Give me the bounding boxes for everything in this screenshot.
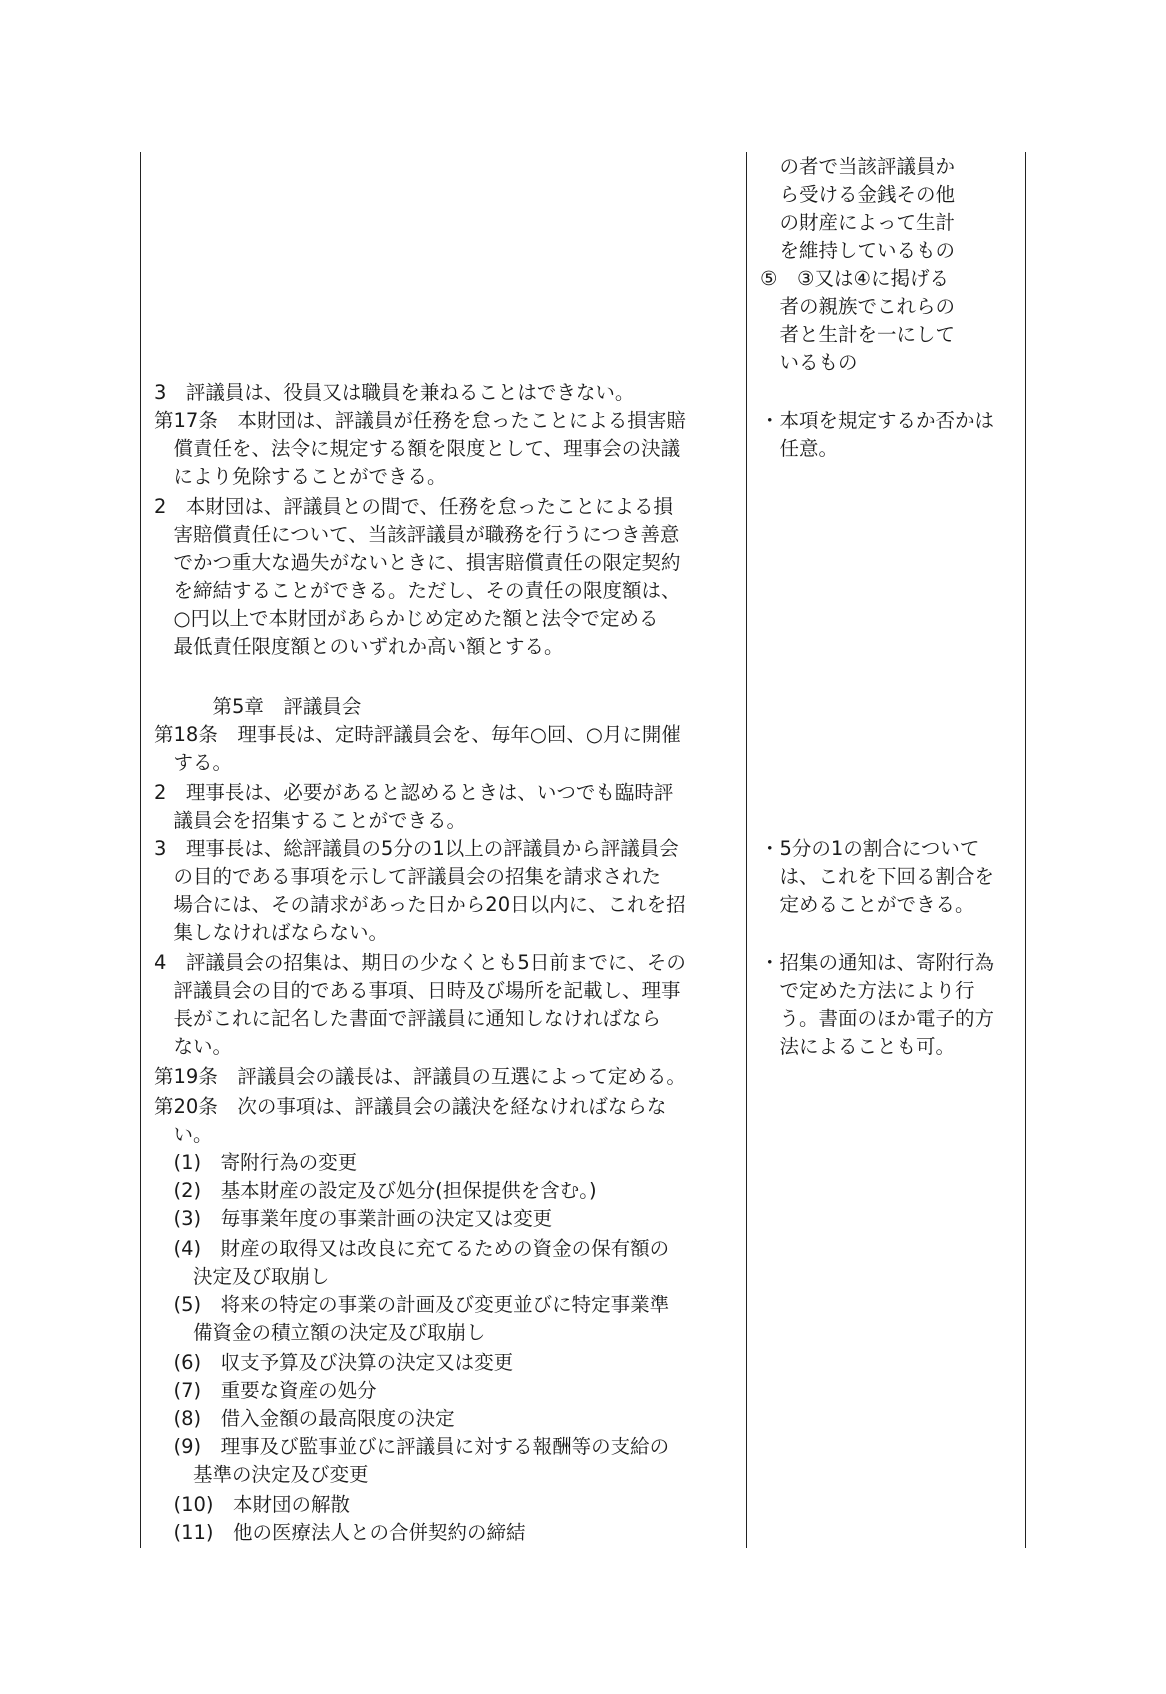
- note-line: で定めた方法により行: [760, 979, 975, 1002]
- note-line: ⑤ ③又は④に掲げる: [760, 267, 949, 290]
- note-line: う。書面のほか電子的方: [760, 1007, 995, 1030]
- table-left-border: [140, 152, 141, 1548]
- note-line: ・本項を規定するか否かは: [760, 409, 995, 432]
- text-line: する。: [154, 751, 233, 774]
- table-right-border: [1025, 152, 1026, 1548]
- table-column-divider: [746, 152, 747, 1548]
- list-item: 基準の決定及び変更: [154, 1463, 369, 1486]
- list-item: (11) 他の医療法人との合併契約の締結: [154, 1521, 526, 1544]
- list-item: (2) 基本財産の設定及び処分(担保提供を含む。): [154, 1179, 597, 1202]
- list-item: 備資金の積立額の決定及び取崩し: [154, 1321, 486, 1344]
- text-line: 評議員会の目的である事項、日時及び場所を記載し、理事: [154, 979, 681, 1002]
- list-item: (10) 本財団の解散: [154, 1493, 351, 1516]
- note-line: の財産によって生計: [760, 211, 956, 234]
- text-line: の目的である事項を示して評議員会の招集を請求された: [154, 865, 662, 888]
- text-line: を締結することができる。ただし、その責任の限度額は、: [154, 579, 681, 602]
- text-line: い。: [154, 1123, 213, 1146]
- note-line: ・招集の通知は、寄附行為: [760, 951, 995, 974]
- note-line: 任意。: [760, 437, 839, 460]
- list-item: (4) 財産の取得又は改良に充てるための資金の保有額の: [154, 1237, 670, 1260]
- text-line: 第19条 評議員会の議長は、評議員の互選によって定める。: [154, 1065, 686, 1088]
- text-line: 償責任を、法令に規定する額を限度として、理事会の決議: [154, 437, 681, 460]
- note-line: 定めることができる。: [760, 893, 975, 916]
- text-line: 2 本財団は、評議員との間で、任務を怠ったことによる損: [154, 495, 674, 518]
- chapter-heading: 第5章 評議員会: [154, 695, 362, 718]
- list-item: (3) 毎事業年度の事業計画の決定又は変更: [154, 1207, 553, 1230]
- text-line: [154, 661, 744, 689]
- note-line: 者の親族でこれらの: [760, 295, 956, 318]
- text-line: 4 評議員会の招集は、期日の少なくとも5日前までに、その: [154, 951, 686, 974]
- text-line: 最低責任限度額とのいずれか高い額とする。: [154, 635, 564, 658]
- text-line: 集しなければならない。: [154, 921, 389, 944]
- text-line: 場合には、その請求があった日から20日以内に、これを招: [154, 893, 686, 916]
- list-item: (8) 借入金額の最高限度の決定: [154, 1407, 455, 1430]
- list-item: (1) 寄附行為の変更: [154, 1151, 358, 1174]
- text-line: ない。: [154, 1035, 233, 1058]
- text-line: 第18条 理事長は、定時評議員会を、毎年○回、○月に開催: [154, 723, 681, 746]
- list-item: (6) 収支予算及び決算の決定又は変更: [154, 1351, 514, 1374]
- text-line: でかつ重大な過失がないときに、損害賠償責任の限定契約: [154, 551, 681, 574]
- text-line: 3 評議員は、役員又は職員を兼ねることはできない。: [154, 381, 635, 404]
- text-line: 議員会を招集することができる。: [154, 809, 467, 832]
- note-line: 法によることも可。: [760, 1035, 956, 1058]
- note-line: ・5分の1の割合について: [760, 837, 980, 860]
- note-line: 者と生計を一にして: [760, 323, 956, 346]
- note-line: の者で当該評議員か: [760, 155, 956, 178]
- text-line: ○円以上で本財団があらかじめ定めた額と法令で定める: [154, 607, 659, 630]
- text-line: 第20条 次の事項は、評議員会の議決を経なければならな: [154, 1095, 667, 1118]
- list-item: (9) 理事及び監事並びに評議員に対する報酬等の支給の: [154, 1435, 670, 1458]
- list-item: (5) 将来の特定の事業の計画及び変更並びに特定事業準: [154, 1293, 670, 1316]
- note-line: を維持しているもの: [760, 239, 956, 262]
- list-item: (7) 重要な資産の処分: [154, 1379, 377, 1402]
- list-item: 決定及び取崩し: [154, 1265, 330, 1288]
- text-line: 長がこれに記名した書面で評議員に通知しなければなら: [154, 1007, 662, 1030]
- note-line: は、これを下回る割合を: [760, 865, 995, 888]
- text-line: 害賠償責任について、当該評議員が職務を行うにつき善意: [154, 523, 680, 546]
- text-line: 2 理事長は、必要があると認めるときは、いつでも臨時評: [154, 781, 674, 804]
- text-line: 3 理事長は、総評議員の5分の1以上の評議員から評議員会: [154, 837, 679, 860]
- text-line: 第17条 本財団は、評議員が任務を怠ったことによる損害賠: [154, 409, 686, 432]
- text-line: により免除することができる。: [154, 465, 447, 488]
- note-line: ら受ける金銭その他: [760, 183, 956, 206]
- note-line: いるもの: [760, 351, 858, 374]
